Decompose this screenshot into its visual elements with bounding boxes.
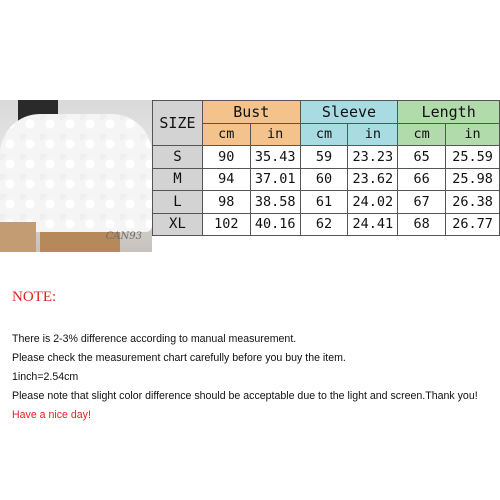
lace-top (0, 114, 152, 232)
length-header: Length (398, 101, 500, 124)
table-cell: 25.59 (446, 146, 500, 169)
table-cell: 61 (300, 191, 348, 214)
table-cell: 23.62 (348, 168, 398, 191)
note-title: NOTE: (12, 289, 57, 305)
bag (0, 222, 36, 252)
table-cell: 25.98 (446, 168, 500, 191)
unit-header: in (250, 123, 300, 146)
note-line: Please check the measurement chart carefully before you buy the item. (12, 352, 346, 364)
table-cell: 35.43 (250, 146, 300, 169)
watermark: CAN93 (105, 231, 142, 242)
table-cell: 102 (202, 213, 250, 236)
unit-header: in (348, 123, 398, 146)
table-cell: 26.77 (446, 213, 500, 236)
unit-header: cm (398, 123, 446, 146)
size-header: SIZE (153, 101, 203, 146)
note-line: Please note that slight color difference should be acceptable due to the light and screen.Thank you! (12, 390, 478, 402)
table-cell: 60 (300, 168, 348, 191)
table-cell: 37.01 (250, 168, 300, 191)
size-label: XL (153, 213, 203, 236)
table-cell: 24.41 (348, 213, 398, 236)
unit-header: cm (300, 123, 348, 146)
table-row (153, 191, 500, 214)
table-cell: 90 (202, 146, 250, 169)
table-cell: 40.16 (250, 213, 300, 236)
table-row (153, 168, 500, 191)
table-cell: 24.02 (348, 191, 398, 214)
size-label: S (153, 146, 203, 169)
table-cell: 66 (398, 168, 446, 191)
unit-header-row (153, 123, 500, 146)
product-photo (0, 100, 152, 252)
sleeve-header: Sleeve (300, 101, 398, 124)
closing-line: Have a nice day! (12, 409, 91, 421)
table-cell: 62 (300, 213, 348, 236)
table-cell: 94 (202, 168, 250, 191)
size-label: L (153, 191, 203, 214)
size-chart-table (152, 100, 500, 236)
group-header-row (153, 101, 500, 124)
size-label: M (153, 168, 203, 191)
table-cell: 65 (398, 146, 446, 169)
table-cell: 23.23 (348, 146, 398, 169)
table-row (153, 213, 500, 236)
unit-header: cm (202, 123, 250, 146)
table-cell: 59 (300, 146, 348, 169)
unit-header: in (446, 123, 500, 146)
table-cell: 26.38 (446, 191, 500, 214)
table-cell: 68 (398, 213, 446, 236)
table-cell: 98 (202, 191, 250, 214)
table-cell: 67 (398, 191, 446, 214)
table-cell: 38.58 (250, 191, 300, 214)
note-line: There is 2-3% difference according to manual measurement. (12, 333, 297, 345)
note-line: 1inch=2.54cm (12, 371, 79, 383)
bust-header: Bust (202, 101, 300, 124)
table-row (153, 146, 500, 169)
